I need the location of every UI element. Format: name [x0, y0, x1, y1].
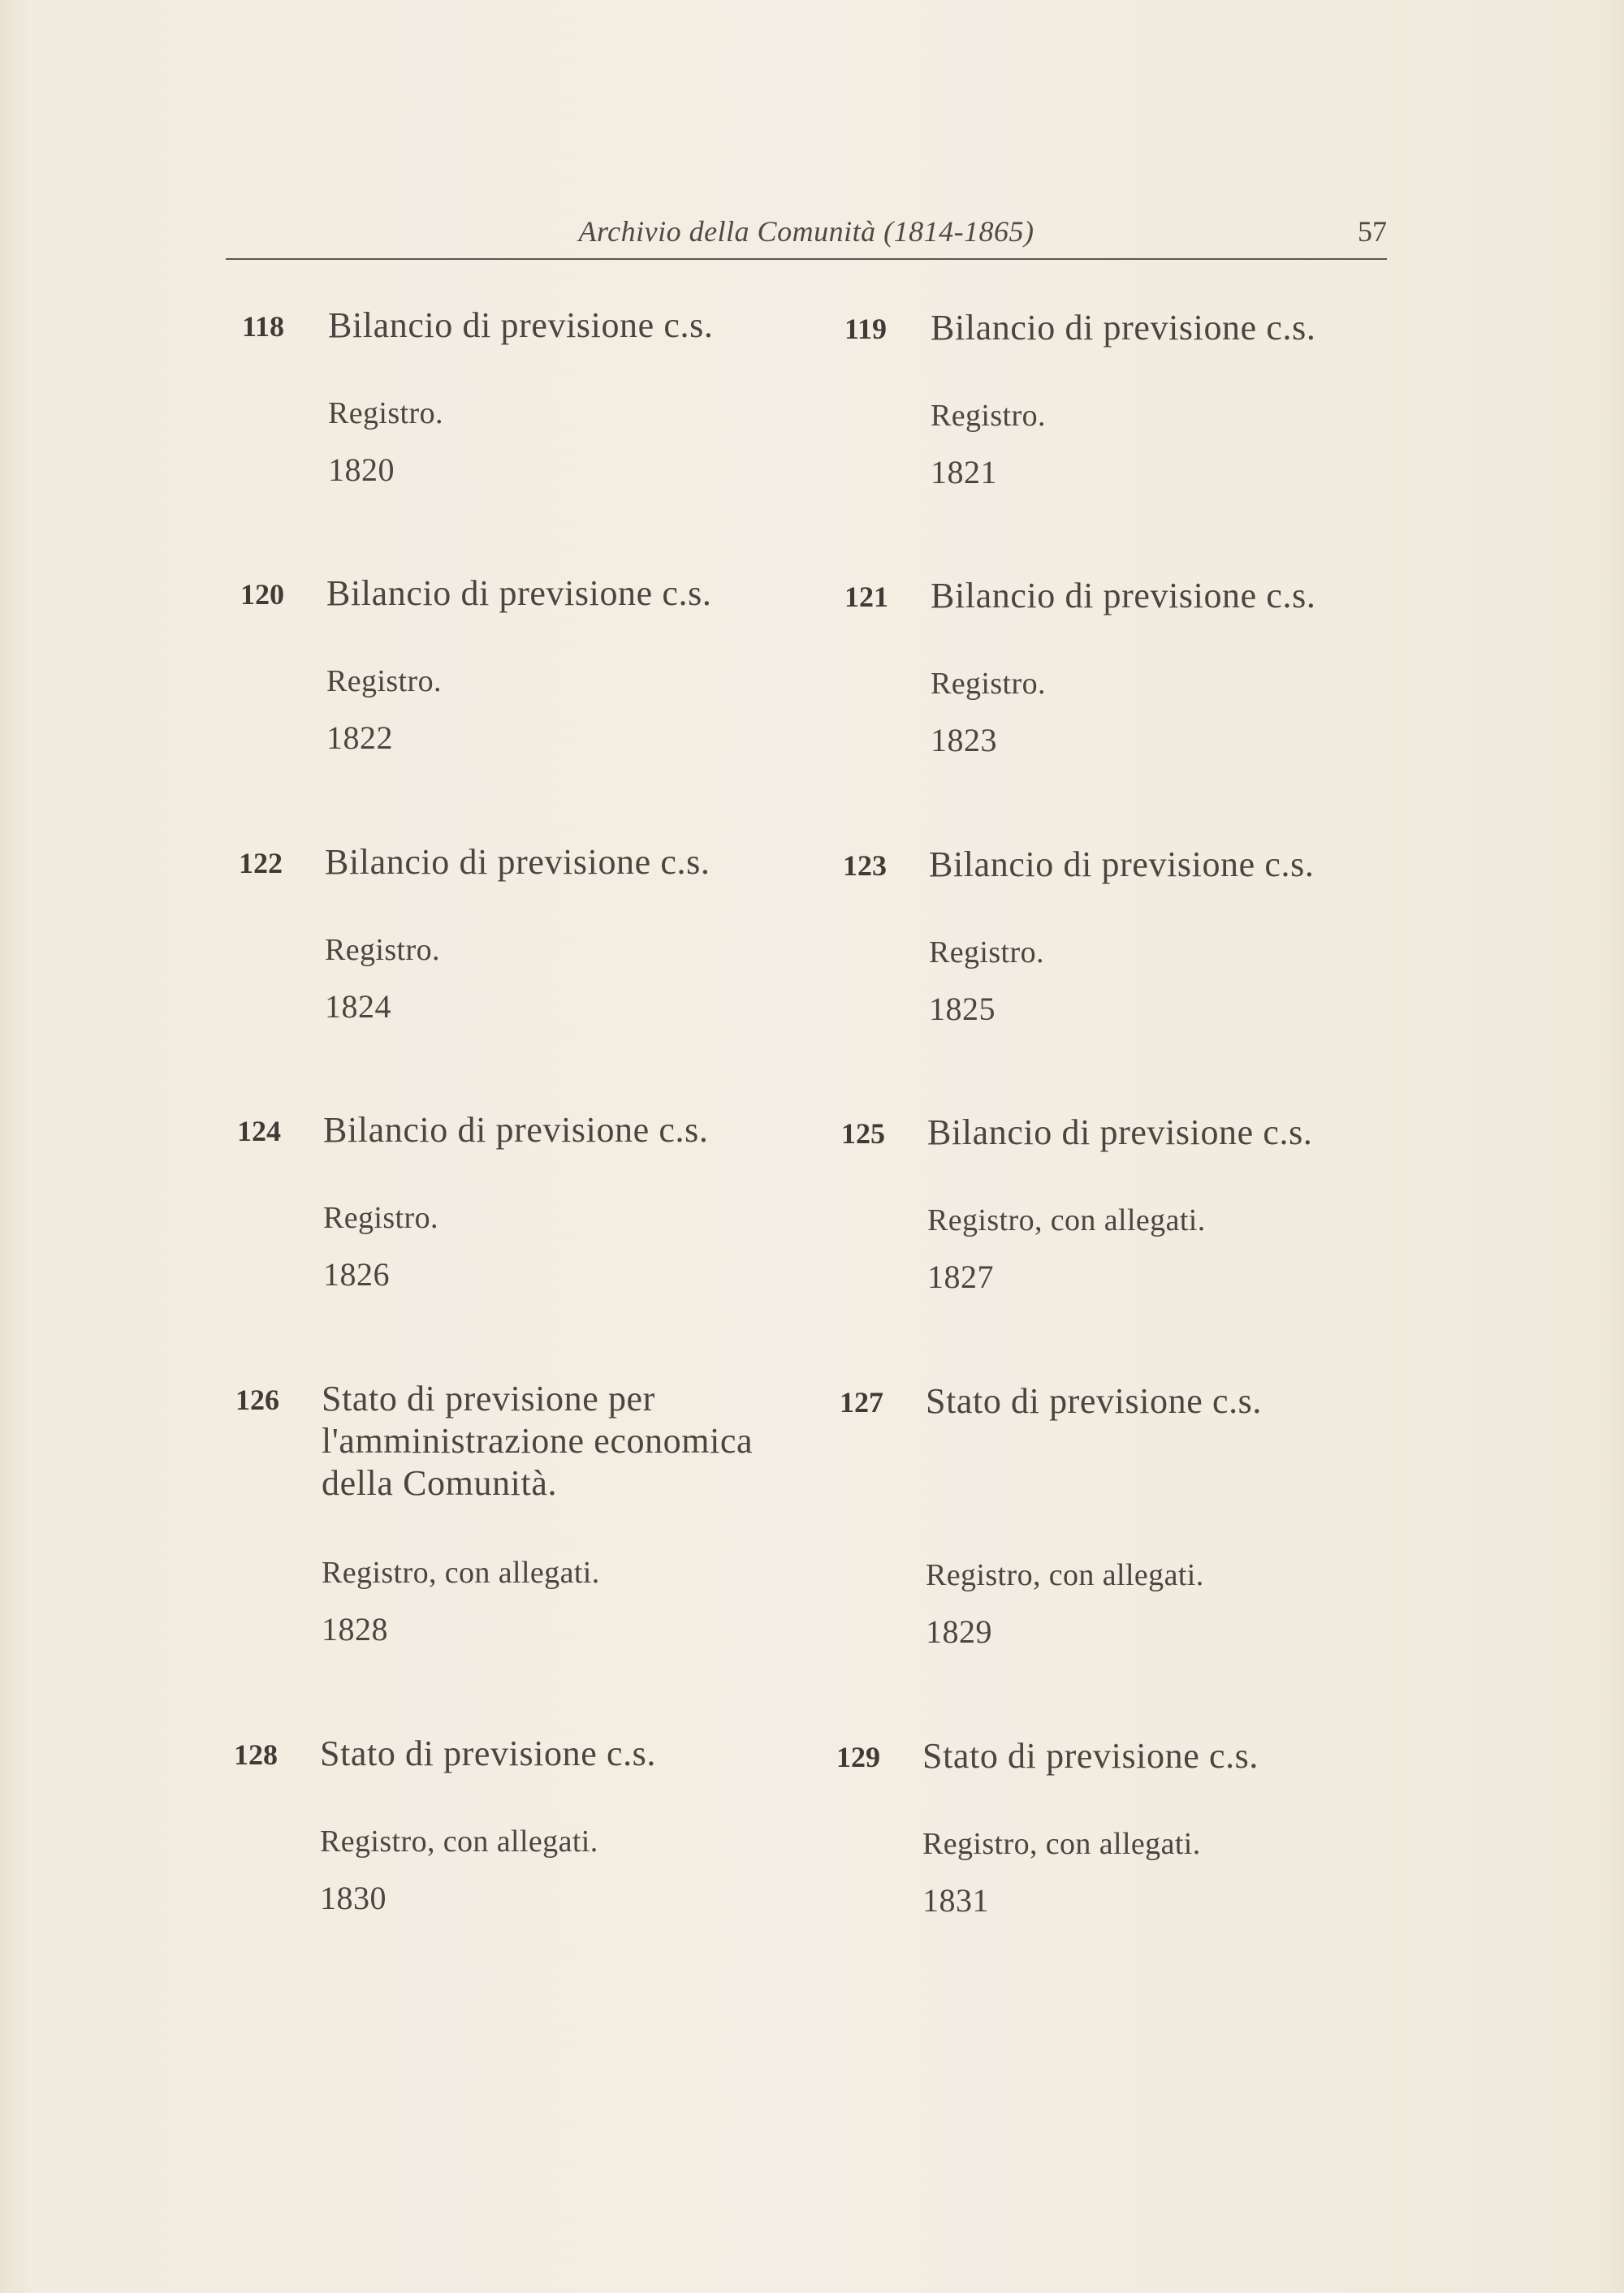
entry-description: Registro, con allegati.	[927, 1203, 1206, 1237]
entry-title: Bilancio di previsione c.s.	[323, 1110, 709, 1150]
entry-title: Bilancio di previsione c.s.	[931, 576, 1316, 615]
header-title: Archivio della Comunità (1814-1865)	[578, 215, 1034, 248]
entry-number: 125	[841, 1117, 885, 1150]
entry-number: 129	[836, 1741, 880, 1773]
entry-number: 119	[844, 313, 888, 345]
entry-description: Registro, con allegati.	[320, 1824, 598, 1859]
entry-description: Registro.	[931, 667, 1046, 701]
entry-number: 118	[242, 310, 285, 343]
entry-number: 121	[844, 581, 888, 613]
page-number: 57	[1358, 215, 1387, 248]
running-header	[226, 209, 1387, 260]
entry-description: Registro.	[325, 933, 440, 967]
entry-title: Stato di previsione c.s.	[926, 1381, 1263, 1421]
entry-year: 1826	[323, 1256, 390, 1293]
entry-title: Bilancio di previsione c.s.	[929, 844, 1315, 884]
entry-number: 123	[843, 849, 887, 882]
entry-year: 1825	[929, 991, 996, 1027]
entry-year: 1822	[326, 719, 393, 756]
entry-title: Bilancio di previsione c.s.	[927, 1112, 1313, 1152]
entry-year: 1827	[927, 1259, 994, 1295]
entry-number: 128	[234, 1738, 278, 1771]
entry-description: Registro.	[328, 396, 443, 430]
entry-number: 124	[237, 1115, 281, 1147]
entry-description: Registro.	[929, 935, 1044, 969]
entry-year: 1824	[325, 988, 391, 1025]
entry-title: Stato di previsione per l'amministrazione economica della Comunità.	[322, 1379, 754, 1503]
entry-number: 122	[239, 847, 283, 879]
entry-year: 1821	[931, 454, 997, 490]
entry-year: 1828	[322, 1611, 388, 1647]
entry-year: 1831	[922, 1882, 989, 1919]
entry-description: Registro, con allegati.	[926, 1558, 1204, 1592]
entry-description: Registro, con allegati.	[922, 1827, 1201, 1861]
entry-description: Registro.	[326, 664, 442, 698]
entry-year: 1823	[931, 722, 997, 758]
entry-description: Registro, con allegati.	[322, 1556, 600, 1590]
entry-description: Registro.	[323, 1201, 438, 1235]
entry-description: Registro.	[931, 399, 1046, 433]
entry-title: Stato di previsione c.s.	[922, 1736, 1259, 1776]
entry-number: 127	[840, 1386, 883, 1419]
entry-number: 120	[240, 578, 284, 611]
entry-title: Bilancio di previsione c.s.	[328, 305, 714, 345]
entry-title: Bilancio di previsione c.s.	[326, 573, 712, 613]
entry-title: Bilancio di previsione c.s.	[931, 308, 1316, 348]
entry-title: Stato di previsione c.s.	[320, 1734, 657, 1773]
entry-year: 1830	[320, 1880, 387, 1916]
entry-year: 1820	[328, 451, 395, 488]
entry-title: Bilancio di previsione c.s.	[325, 842, 710, 882]
entry-number: 126	[235, 1384, 279, 1416]
entry-year: 1829	[926, 1613, 992, 1650]
